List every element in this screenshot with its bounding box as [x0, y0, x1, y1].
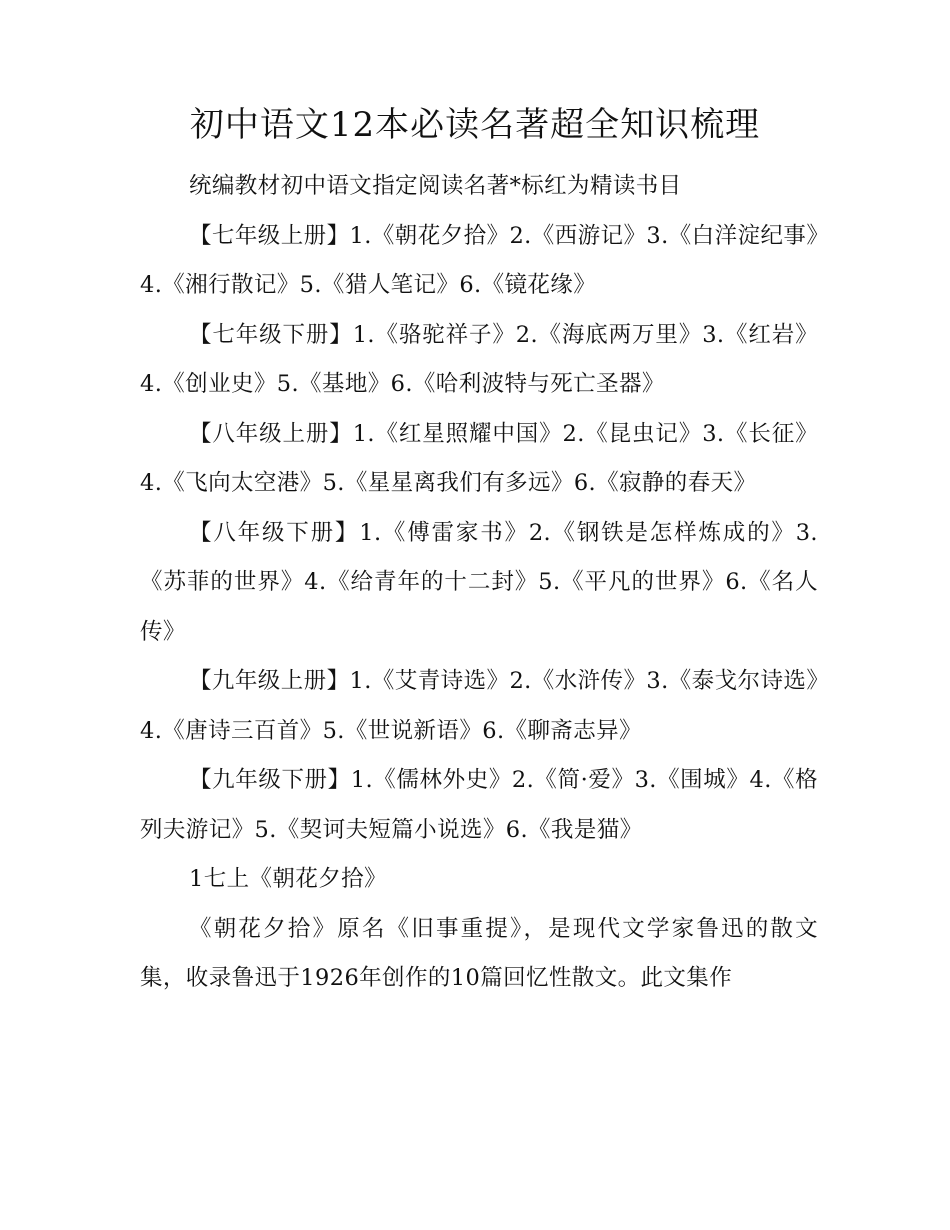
grade8-first-term-list: 【八年级上册】1.《红星照耀中国》2.《昆虫记》3.《长征》4.《飞向太空港》5.《星星离我们有多远》6.《寂静的春天》	[140, 420, 818, 496]
document-body	[140, 162, 818, 1004]
grade8-second-term-list: 【八年级下册】1.《傅雷家书》2.《钢铁是怎样炼成的》3.《苏菲的世界》4.《给青年的十二封》5.《平凡的世界》6.《名人传》	[140, 519, 818, 645]
grade9-second-term-list: 【九年级下册】1.《儒林外史》2.《简·爱》3.《围城》4.《格列夫游记》5.《契诃夫短篇小说选》6.《我是猫》	[140, 767, 818, 843]
section-heading: 1七上《朝花夕拾》	[189, 866, 387, 892]
grade9-first-term-list: 【九年级上册】1.《艾青诗选》2.《水浒传》3.《泰戈尔诗选》4.《唐诗三百首》5.《世说新语》6.《聊斋志异》	[140, 668, 818, 744]
document-title: 初中语文12本必读名著超全知识梳理	[189, 105, 761, 145]
intro-paragraph: 统编教材初中语文指定阅读名著*标红为精读书目	[189, 173, 682, 199]
grade7-second-term-list: 【七年级下册】1.《骆驼祥子》2.《海底两万里》3.《红岩》4.《创业史》5.《基地》6.《哈利波特与死亡圣器》	[140, 321, 818, 397]
body-paragraph: 《朝花夕拾》原名《旧事重提》，是现代文学家鲁迅的散文集，收录鲁迅于1926年创作的10篇回忆性散文。此文集作	[140, 915, 818, 991]
grade7-first-term-list: 【七年级上册】1.《朝花夕拾》2.《西游记》3.《白洋淀纪事》4.《湘行散记》5.《猎人笔记》6.《镜花缘》	[140, 222, 818, 298]
